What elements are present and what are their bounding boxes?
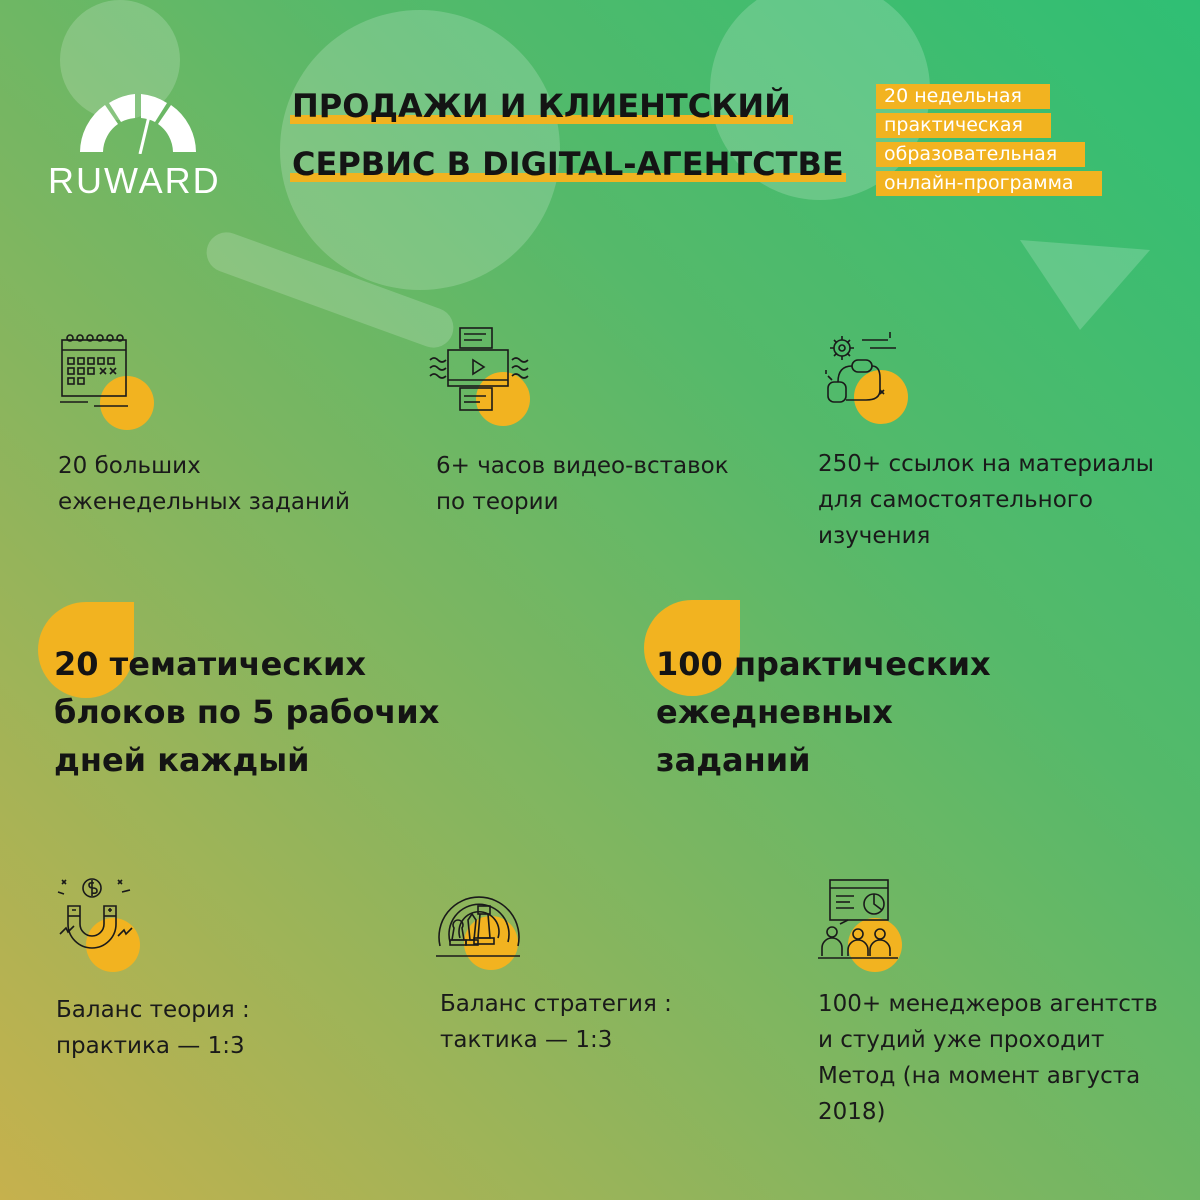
stat-daily-tasks <box>656 640 991 784</box>
chess-target-icon <box>434 876 524 960</box>
video-player-icon <box>428 326 532 416</box>
feature-text: 20 больших еженедельных заданий <box>58 453 350 515</box>
badge-line: онлайн-программа <box>876 171 1102 196</box>
feature-video-hours <box>428 326 729 520</box>
feature-text: 6+ часов видео-вставок по теории <box>436 453 729 515</box>
ruward-logo <box>48 92 238 212</box>
feature-weekly-tasks <box>58 330 350 520</box>
feature-managers-count <box>818 876 1158 1130</box>
badge-line: 20 недельная <box>876 84 1050 109</box>
magnet-money-icon <box>56 876 136 960</box>
stat-thematic-blocks <box>54 640 439 784</box>
title-line-2: СЕРВИС В DIGITAL-АГЕНТСТВЕ <box>292 145 844 183</box>
badge-line: практическая <box>876 113 1051 138</box>
badge-line: образовательная <box>876 142 1085 167</box>
feature-theory-practice <box>56 876 250 1064</box>
title-line-1: ПРОДАЖИ И КЛИЕНТСКИЙ <box>292 87 791 125</box>
program-badge <box>876 84 1136 200</box>
feature-text: 100+ менеджеров агентств и студий уже проходит Метод (на момент августа 2018) <box>818 991 1158 1125</box>
feature-text: Баланс стратегия : тактика — 1:3 <box>440 991 672 1053</box>
stat-text: 20 тематических блоков по 5 рабочих дней каждый <box>54 645 440 779</box>
calendar-icon <box>58 330 138 410</box>
feature-materials-links <box>818 330 1154 554</box>
stat-text: 100 практических ежедневных заданий <box>656 645 991 779</box>
page-title <box>290 88 850 204</box>
gear-link-icon <box>818 330 908 414</box>
gauge-logo-icon <box>78 92 198 154</box>
feature-text: Баланс теория : практика — 1:3 <box>56 997 250 1059</box>
logo-text: RUWARD <box>48 160 221 201</box>
feature-strategy-tactics <box>434 876 672 1058</box>
feature-text: 250+ ссылок на материалы для самостоятельного изучения <box>818 451 1154 549</box>
presentation-audience-icon <box>818 876 908 962</box>
